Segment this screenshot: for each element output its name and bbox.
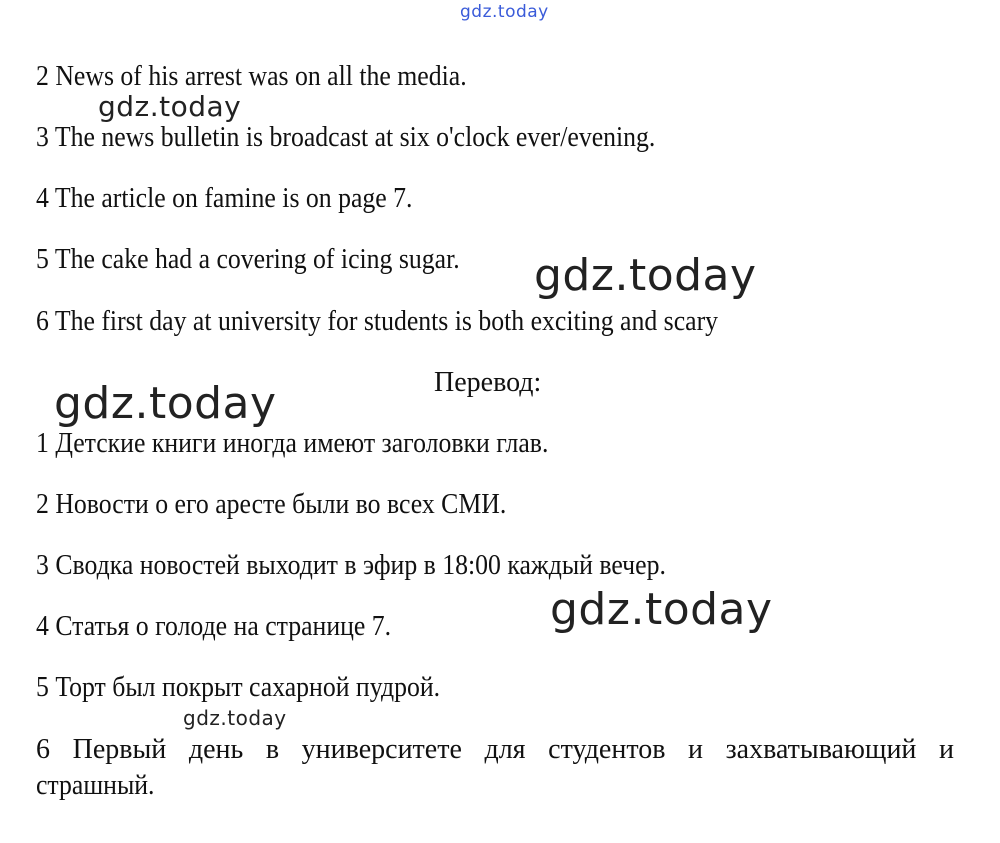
russian-line-4: 4 Статья о голоде на странице 7. [36,611,392,642]
watermark: gdz.today [54,378,277,429]
russian-line-5: 5 Торт был покрыт сахарной пудрой. [36,672,441,703]
english-line-6: 6 The first day at university for students is both exciting and scary [36,306,719,337]
watermark: gdz.today [183,706,287,730]
english-line-4: 4 The article on famine is on page 7. [36,183,413,214]
russian-line-1: 1 Детские книги иногда имеют заголовки глав. [36,428,549,459]
watermark-top: gdz.today [460,2,549,22]
translation-heading: Перевод: [434,367,542,398]
watermark: gdz.today [550,584,773,635]
english-line-5: 5 The cake had a covering of icing sugar. [36,244,460,275]
watermark: gdz.today [534,250,757,301]
english-line-3: 3 The news bulletin is broadcast at six o'clock ever/evening. [36,122,656,153]
english-line-2: 2 News of his arrest was on all the media. [36,61,467,92]
russian-line-6-continued: страшный. [36,770,155,801]
russian-line-2: 2 Новости о его аресте были во всех СМИ. [36,489,507,520]
watermark: gdz.today [98,90,242,123]
russian-line-3: 3 Сводка новостей выходит в эфир в 18:00 каждый вечер. [36,550,666,581]
russian-line-6: 6 Первый день в университете для студентов и захватывающий и [36,734,954,765]
